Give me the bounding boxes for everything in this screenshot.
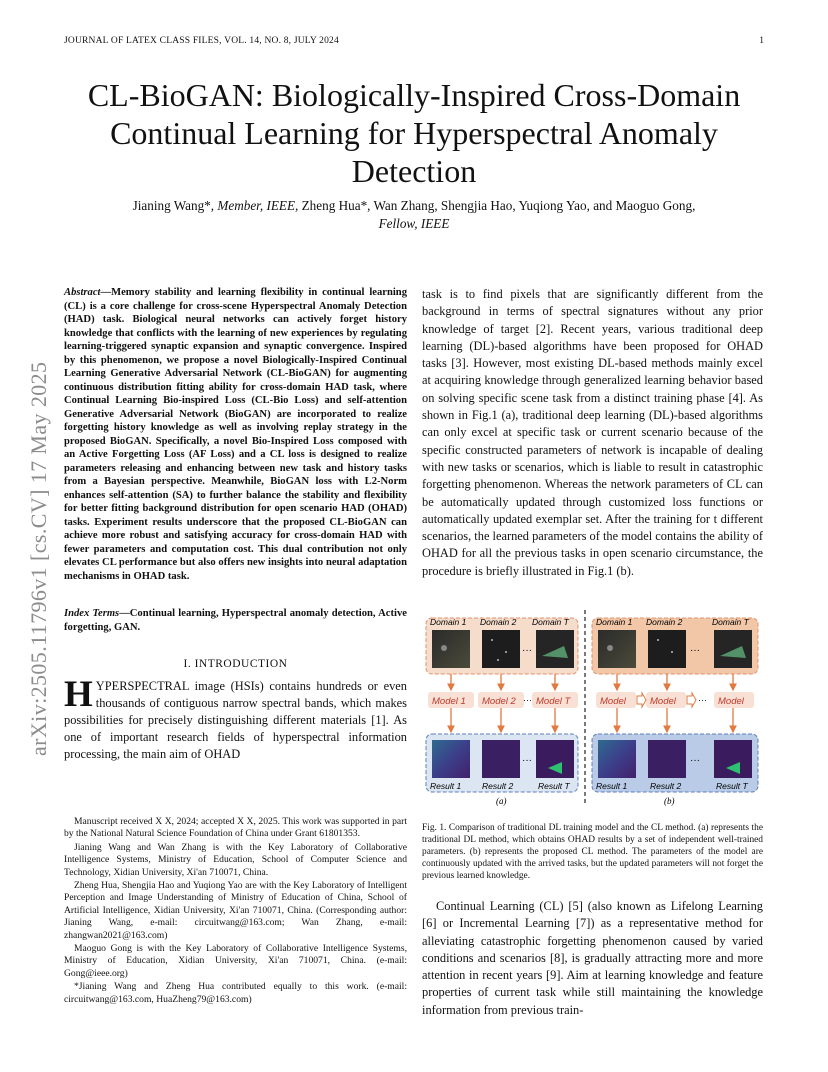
section-heading: I. INTRODUCTION [183, 658, 288, 670]
domain-label-b3: Domain T [712, 617, 749, 627]
hsi-thumbnail [598, 630, 636, 668]
result-label-b3: Result T [716, 781, 748, 791]
hsi-thumbnail [648, 630, 686, 668]
authors-part1: Jianing Wang*, [132, 198, 218, 213]
model-label-b1: Model [600, 696, 626, 707]
abstract [64, 286, 407, 583]
hsi-thumbnail [536, 630, 574, 668]
panel-label-b: (b) [664, 796, 675, 806]
domain-label-b1: Domain 1 [596, 617, 633, 627]
footnote: Jianing Wang and Wan Zhang is with the Key Laboratory of Collaborative Intelligence Systems, Ministry of Education, School of Computer Science and Technology, Xidian University, Xi'an 710071, China. [64, 841, 407, 878]
domain-label-a1: Domain 1 [430, 617, 467, 627]
figure-1 [422, 608, 763, 814]
footnote: Zheng Hua, Shengjia Hao and Yuqiong Yao are with the Key Laboratory of Intelligent Perception and Image Understanding of Ministry of Education of China, School of Artificial Intelligence, Xidian University, Xi'an 710071, China. (Corresponding author: Jianing Wang, e-mail: circuitwang@163.com; Wan Zhang, e-mail: zhangwan2021@163.com) [64, 880, 407, 941]
result-thumbnail [432, 740, 470, 778]
result-label-b1: Result 1 [596, 781, 628, 791]
intro-paragraph [64, 674, 407, 763]
authors-member: Member, IEEE, [217, 198, 299, 213]
result-label-a1: Result 1 [430, 781, 462, 791]
domain-label-b2: Domain 2 [646, 617, 683, 627]
hsi-thumbnail [432, 630, 470, 668]
model-label-a3: Model T [536, 696, 571, 707]
abstract-label: Abstract [64, 287, 101, 298]
result-thumbnail [598, 740, 636, 778]
ellipsis: ··· [690, 645, 700, 656]
right-column [422, 286, 763, 580]
right-column-bottom [422, 898, 763, 1019]
result-thumbnail [648, 740, 686, 778]
ellipsis: ··· [522, 755, 532, 766]
ellipsis: ··· [522, 645, 532, 656]
authors-fellow: Fellow, IEEE [378, 216, 450, 231]
result-thumbnail [714, 740, 752, 778]
abstract-text: —Memory stability and learning flexibility in continual learning (CL) is a core challenge for cross-scene Hyperspectral Anomaly Detection (HAD) task. Biological neural networks can actively forget history knowledge that conflicts with the learning of new experiences by regulating learning-triggered synaptic expansion and synaptic convergence. Inspired by this phenomenon, we propose a novel Biologically-Inspired Continual Learning Generative Adversarial Network (CL-BioGAN) for augmenting continuous distribution fitting ability for cross-domain HAD task, where Continual Learning Bio-inspired Loss (CL-Bio Loss) and self-attention Generative Adversarial Network (BioGAN) are incorporated to realize forgetting history knowledge as well as involving replay strategy in the proposed BioGAN. Specifically, a novel Bio-Inspired Loss composed with an Active Forgetting Loss (AF Loss) and a CL loss is designed to realize parameters releasing and enhancing between new task and history tasks from a Bayesian perspective. Meanwhile, BioGAN loss with L2-Norm enhances self-attention (SA) to further balance the stability and flexibility for better fitting background distribution for open scenario HAD (OHAD) tasks. Experiment results underscore that the proposed CL-BioGAN can achieve more robust and satisfying accuracy for cross-domain HAD with fewer parameters and computation cost. This dual contribution not only elevates CL performance but also offers new insights into neural adaptation mechanisms in OHAD task. [64, 287, 407, 582]
dropcap: H [64, 674, 93, 715]
left-column [64, 286, 407, 763]
domain-label-a3: Domain T [532, 617, 569, 627]
right-paragraph: Continual Learning (CL) [5] (also known as Lifelong Learning [6] or Incremental Learning [7]) as a representative method for alleviating catastrophic forgetting phenomenon caused by varied conditions and scenarios [8], is gradually attracting more and more attention in recent years [9]. Aim at learning knowledge and feature properties of current task while still maintaining the knowledge information from previous train- [422, 899, 763, 1017]
authors-part2: Zheng Hua*, Wan Zhang, Shengjia Hao, Yuqiong Yao, and Maoguo Gong, [298, 198, 696, 213]
model-label-b3: Model [718, 696, 744, 707]
footnote: Manuscript received X X, 2024; accepted X X, 2025. This work was supported in part by the National Natural Science Foundation of China under Grant 61801353. [64, 816, 407, 840]
panel-label-a: (a) [496, 796, 507, 806]
page-number: 1 [759, 36, 764, 46]
update-arrow-icon [637, 693, 646, 707]
paper-title: CL-BioGAN: Biologically-Inspired Cross-Domain Continual Learning for Hyperspectral Anomaly Detection [87, 77, 741, 189]
ellipsis: ··· [523, 695, 532, 705]
arxiv-stamp-text: arXiv:2505.11796v1 [cs.CV] 17 May 2025 [26, 361, 51, 756]
author-list [80, 197, 748, 233]
result-thumbnail [482, 740, 520, 778]
update-arrow-icon [687, 693, 696, 707]
running-header: JOURNAL OF LATEX CLASS FILES, VOL. 14, NO. 8, JULY 2024 [64, 36, 339, 46]
result-label-a2: Result 2 [482, 781, 514, 791]
footnotes [64, 816, 407, 1007]
hsi-thumbnail [482, 630, 520, 668]
intro-text: YPERSPECTRAL image (HSIs) contains hundreds or even thousands of contiguous narrow spectral bands, which makes possibilities for precisely distinguishing different materials [1]. As one of important research fields of hyperspectral information processing, the main aim of OHAD [64, 679, 407, 762]
footnote: Maoguo Gong is with the Key Laboratory of Collaborative Intelligence Systems, Ministry of Education, Xidian University, Xi'an 710071, China. (e-mail: Gong@ieee.org) [64, 943, 407, 979]
result-label-a3: Result T [538, 781, 570, 791]
model-label-a2: Model 2 [482, 696, 516, 707]
domain-label-a2: Domain 2 [480, 617, 517, 627]
figure-caption: Fig. 1. Comparison of traditional DL training model and the CL method. (a) represents the traditional DL method, which obtains OHAD results by a set of independent well-trained parameters. (b) represents the proposed CL method. The parameters of the model are continuously updated with the arrived tasks, but the updated parameters will not forget the previous learned knowledge. [422, 823, 763, 881]
index-terms [64, 607, 407, 634]
index-terms-label: Index Terms [64, 608, 120, 619]
model-label-b2: Model [650, 696, 676, 707]
right-paragraph: task is to find pixels that are significantly different from the background in terms of spectral signatures without any prior knowledge of target [2]. Recent years, various traditional deep learning (DL)-based algorithms have been proposed for OHAD tasks [3]. However, most existing DL-based methods mainly excel at acquiring knowledge through generalized learning behavior based on solving specific scene task from a distinct training phase [4]. As shown in Fig.1 (a), traditional deep learning (DL)-based algorithms can only excel at specific task or current scenario because of the specific constructed parameters of network is incapable of dealing with new tasks or scenarios, which is liable to result in catastrophic forgetting phenomenon. Whereas the network parameters of CL can be automatically updated through customized loss functions or automatically updated exemplar set. After the training for t different scenarios, the learned parameters of the model contains the ability of OHAD for all the previous tasks in open scenario circumstance, the procedure is briefly illustrated in Fig.1 (b). [422, 287, 763, 578]
result-label-b2: Result 2 [650, 781, 682, 791]
result-thumbnail [536, 740, 574, 778]
hsi-thumbnail [714, 630, 752, 668]
index-terms-text: —Continual learning, Hyperspectral anomaly detection, Active forgetting, GAN. [64, 608, 407, 633]
model-label-a1: Model 1 [432, 696, 466, 707]
footnote: *Jianing Wang and Zheng Hua contributed equally to this work. (e-mail: circuitwang@163.com, HuaZheng79@163.com) [64, 981, 407, 1005]
ellipsis: ··· [698, 695, 707, 705]
ellipsis: ··· [690, 755, 700, 766]
